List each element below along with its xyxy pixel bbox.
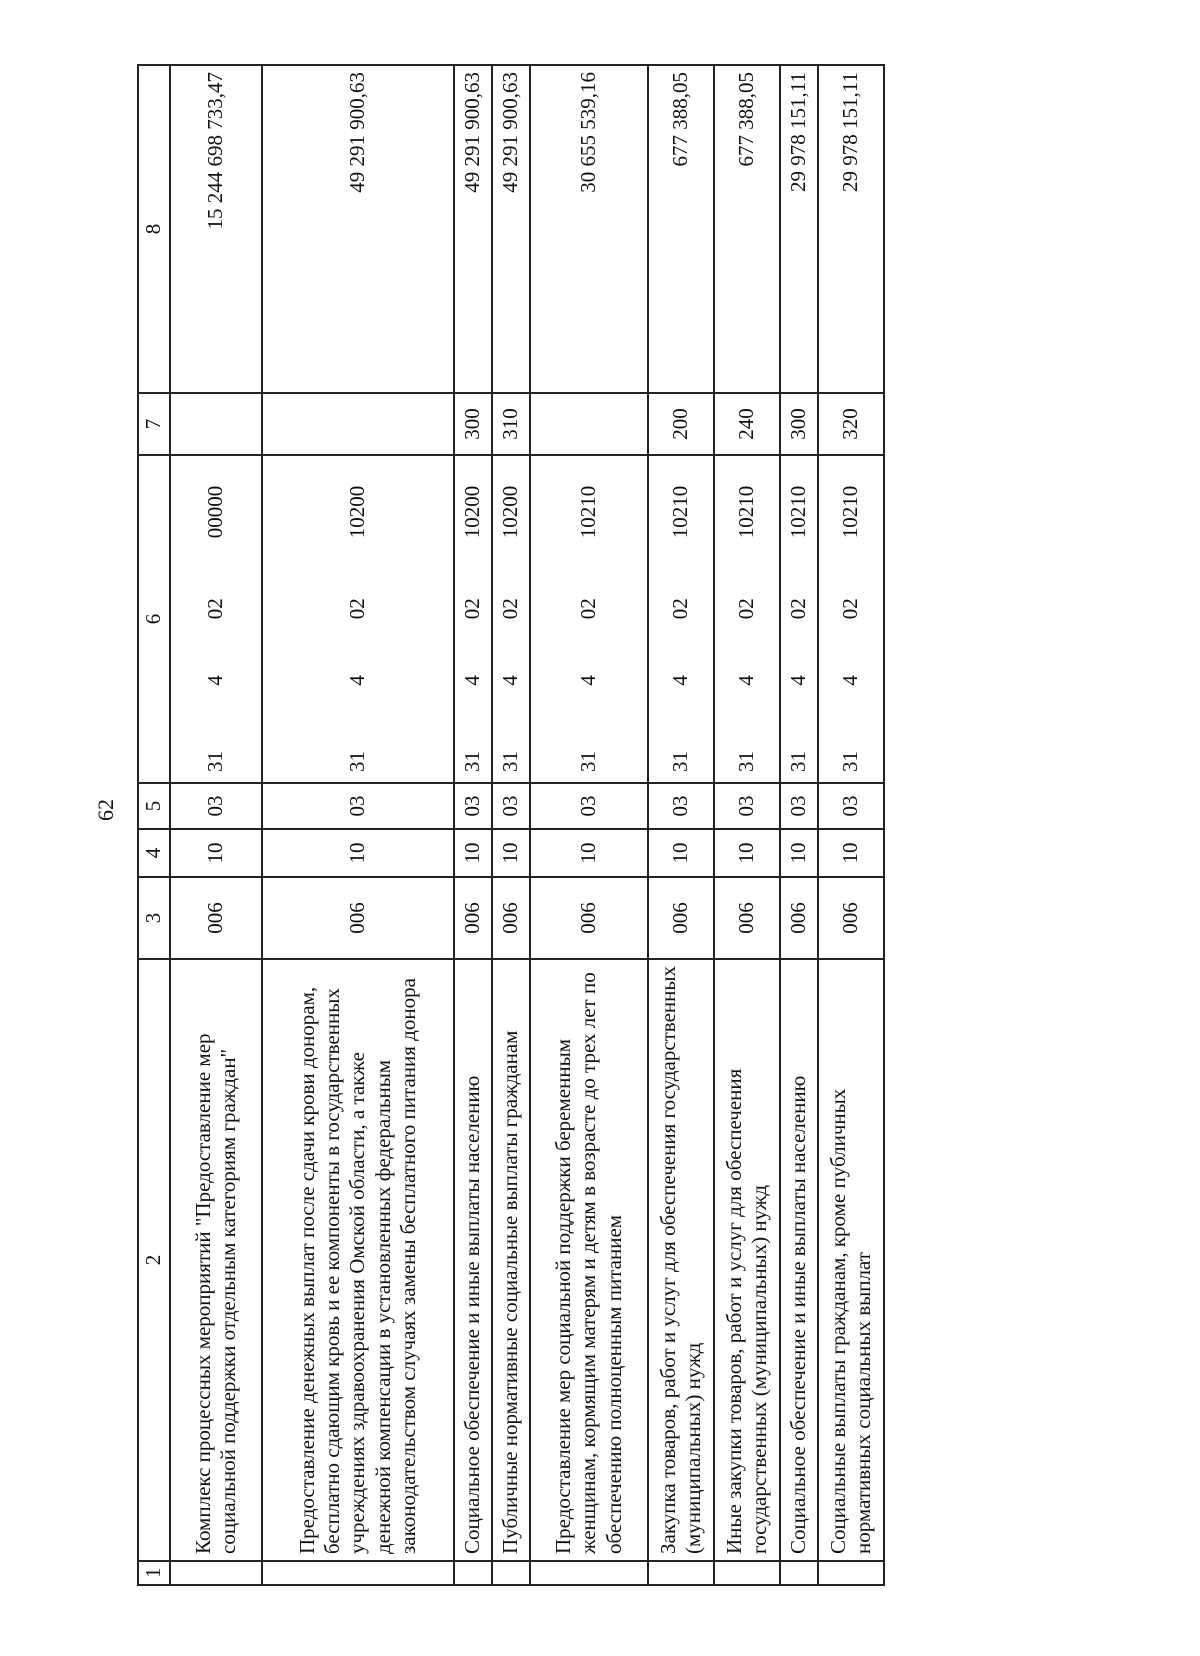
subprogram-code: 02 xyxy=(786,598,811,620)
header-cell-6: 6 xyxy=(138,455,170,783)
row-name-cell: Закупка товаров, работ и услуг для обеспечения государственных (муниципальных) нужд xyxy=(648,959,714,1561)
subsection-cell: 03 xyxy=(454,783,492,829)
table-row xyxy=(454,65,492,1585)
admin-code-cell: 006 xyxy=(714,877,780,959)
subprogram-code: 02 xyxy=(734,598,759,620)
row-index-cell xyxy=(454,1561,492,1585)
admin-code-cell: 006 xyxy=(780,877,818,959)
amount-cell: 29 978 151,11 xyxy=(818,65,884,393)
admin-code-cell: 006 xyxy=(530,877,648,959)
table-body xyxy=(138,65,884,1585)
subsection-cell: 03 xyxy=(780,783,818,829)
subprogram-code: 02 xyxy=(576,598,601,620)
target-article-cell xyxy=(530,455,648,783)
target-article-parts xyxy=(498,462,523,776)
header-cell-4: 4 xyxy=(138,829,170,877)
section-cell: 10 xyxy=(170,829,262,877)
row-index-cell xyxy=(780,1561,818,1585)
expense-type-cell: 320 xyxy=(818,393,884,455)
row-name-cell: Социальное обеспечение и иные выплаты населению xyxy=(780,959,818,1561)
type-code: 4 xyxy=(668,675,693,686)
subsection-cell: 03 xyxy=(648,783,714,829)
subprogram-code: 02 xyxy=(203,598,228,620)
amount-cell: 49 291 900,63 xyxy=(492,65,530,393)
target-article-cell xyxy=(780,455,818,783)
program-code: 31 xyxy=(203,751,228,772)
direction-code: 10200 xyxy=(345,485,370,539)
row-index-cell xyxy=(530,1561,648,1585)
row-index-cell xyxy=(170,1561,262,1585)
subsection-cell: 03 xyxy=(492,783,530,829)
target-article-cell xyxy=(492,455,530,783)
row-name-cell: Иные закупки товаров, работ и услуг для обеспечения государственных (муниципальных) нужд xyxy=(714,959,780,1561)
header-cell-7: 7 xyxy=(138,393,170,455)
direction-code: 10200 xyxy=(460,485,485,539)
subprogram-code: 02 xyxy=(460,598,485,620)
target-article-cell xyxy=(818,455,884,783)
amount-cell: 677 388,05 xyxy=(714,65,780,393)
table-row xyxy=(714,65,780,1585)
section-cell: 10 xyxy=(818,829,884,877)
row-name-cell: Комплекс процессных мероприятий "Предоставление мер социальной поддержки отдельным категориям граждан" xyxy=(170,959,262,1561)
type-code: 4 xyxy=(460,675,485,686)
type-code: 4 xyxy=(498,675,523,686)
row-name-cell: Социальные выплаты гражданам, кроме публичных нормативных социальных выплат xyxy=(818,959,884,1561)
amount-cell: 29 978 151,11 xyxy=(780,65,818,393)
target-article-parts xyxy=(460,462,485,776)
expense-type-cell xyxy=(530,393,648,455)
page-number: 62 xyxy=(93,799,118,821)
row-index-cell xyxy=(492,1561,530,1585)
admin-code-cell: 006 xyxy=(648,877,714,959)
direction-code: 10210 xyxy=(734,485,759,539)
amount-cell: 677 388,05 xyxy=(648,65,714,393)
target-article-parts xyxy=(668,462,693,776)
section-cell: 10 xyxy=(454,829,492,877)
subprogram-code: 02 xyxy=(498,598,523,620)
target-article-cell xyxy=(170,455,262,783)
table-row xyxy=(170,65,262,1585)
subprogram-code: 02 xyxy=(345,598,370,620)
type-code: 4 xyxy=(786,675,811,686)
direction-code: 10210 xyxy=(576,485,601,539)
section-cell: 10 xyxy=(530,829,648,877)
type-code: 4 xyxy=(576,675,601,686)
section-cell: 10 xyxy=(714,829,780,877)
expense-type-cell: 300 xyxy=(780,393,818,455)
target-article-parts xyxy=(203,462,228,776)
expense-type-cell: 200 xyxy=(648,393,714,455)
header-cell-2: 2 xyxy=(138,959,170,1561)
target-article-parts xyxy=(734,462,759,776)
subsection-cell: 03 xyxy=(170,783,262,829)
row-index-cell xyxy=(714,1561,780,1585)
program-code: 31 xyxy=(786,751,811,772)
program-code: 31 xyxy=(345,751,370,772)
expense-type-cell xyxy=(170,393,262,455)
table-row xyxy=(780,65,818,1585)
row-name-cell: Предоставление мер социальной поддержки беременным женщинам, кормящим матерям и детям в возрасте до трех лет по обеспечению полноценным питанием xyxy=(530,959,648,1561)
type-code: 4 xyxy=(838,675,863,686)
header-cell-3: 3 xyxy=(138,877,170,959)
type-code: 4 xyxy=(734,675,759,686)
expense-type-cell: 240 xyxy=(714,393,780,455)
row-name-cell: Социальное обеспечение и иные выплаты населению xyxy=(454,959,492,1561)
target-article-cell xyxy=(262,455,454,783)
program-code: 31 xyxy=(734,751,759,772)
direction-code: 00000 xyxy=(203,485,228,539)
admin-code-cell: 006 xyxy=(818,877,884,959)
admin-code-cell: 006 xyxy=(454,877,492,959)
expense-type-cell xyxy=(262,393,454,455)
amount-cell: 49 291 900,63 xyxy=(454,65,492,393)
type-code: 4 xyxy=(345,675,370,686)
subprogram-code: 02 xyxy=(668,598,693,620)
type-code: 4 xyxy=(203,675,228,686)
program-code: 31 xyxy=(498,751,523,772)
target-article-parts xyxy=(345,462,370,776)
direction-code: 10200 xyxy=(498,485,523,539)
row-index-cell xyxy=(262,1561,454,1585)
direction-code: 10210 xyxy=(668,485,693,539)
amount-cell: 49 291 900,63 xyxy=(262,65,454,393)
program-code: 31 xyxy=(838,751,863,772)
target-article-cell xyxy=(714,455,780,783)
table-row xyxy=(818,65,884,1585)
budget-table xyxy=(137,64,885,1586)
target-article-cell xyxy=(648,455,714,783)
admin-code-cell: 006 xyxy=(492,877,530,959)
header-row xyxy=(138,65,170,1585)
table-row xyxy=(530,65,648,1585)
amount-cell: 30 655 539,16 xyxy=(530,65,648,393)
program-code: 31 xyxy=(576,751,601,772)
table-row xyxy=(262,65,454,1585)
subsection-cell: 03 xyxy=(818,783,884,829)
header-cell-8: 8 xyxy=(138,65,170,393)
table-row xyxy=(648,65,714,1585)
table-row xyxy=(492,65,530,1585)
section-cell: 10 xyxy=(780,829,818,877)
expense-type-cell: 300 xyxy=(454,393,492,455)
target-article-parts xyxy=(838,462,863,776)
direction-code: 10210 xyxy=(786,485,811,539)
subsection-cell: 03 xyxy=(714,783,780,829)
target-article-parts xyxy=(576,462,601,776)
direction-code: 10210 xyxy=(838,485,863,539)
amount-cell: 15 244 698 733,47 xyxy=(170,65,262,393)
admin-code-cell: 006 xyxy=(170,877,262,959)
row-index-cell xyxy=(818,1561,884,1585)
section-cell: 10 xyxy=(262,829,454,877)
section-cell: 10 xyxy=(492,829,530,877)
header-cell-5: 5 xyxy=(138,783,170,829)
row-name-cell: Публичные нормативные социальные выплаты гражданам xyxy=(492,959,530,1561)
subsection-cell: 03 xyxy=(262,783,454,829)
program-code: 31 xyxy=(668,751,693,772)
rotated-table-container xyxy=(137,66,944,1586)
expense-type-cell: 310 xyxy=(492,393,530,455)
admin-code-cell: 006 xyxy=(262,877,454,959)
program-code: 31 xyxy=(460,751,485,772)
target-article-parts xyxy=(786,462,811,776)
section-cell: 10 xyxy=(648,829,714,877)
subprogram-code: 02 xyxy=(838,598,863,620)
row-name-cell: Предоставление денежных выплат после сдачи крови донорам, бесплатно сдающим кровь и ее компоненты в государственных учреждениях здравоохранения Омской области, а также денежной компенсации в установленных федеральным законодательством случаях замены бесплатного питания донора xyxy=(262,959,454,1561)
target-article-cell xyxy=(454,455,492,783)
header-cell-1: 1 xyxy=(138,1561,170,1585)
row-index-cell xyxy=(648,1561,714,1585)
subsection-cell: 03 xyxy=(530,783,648,829)
